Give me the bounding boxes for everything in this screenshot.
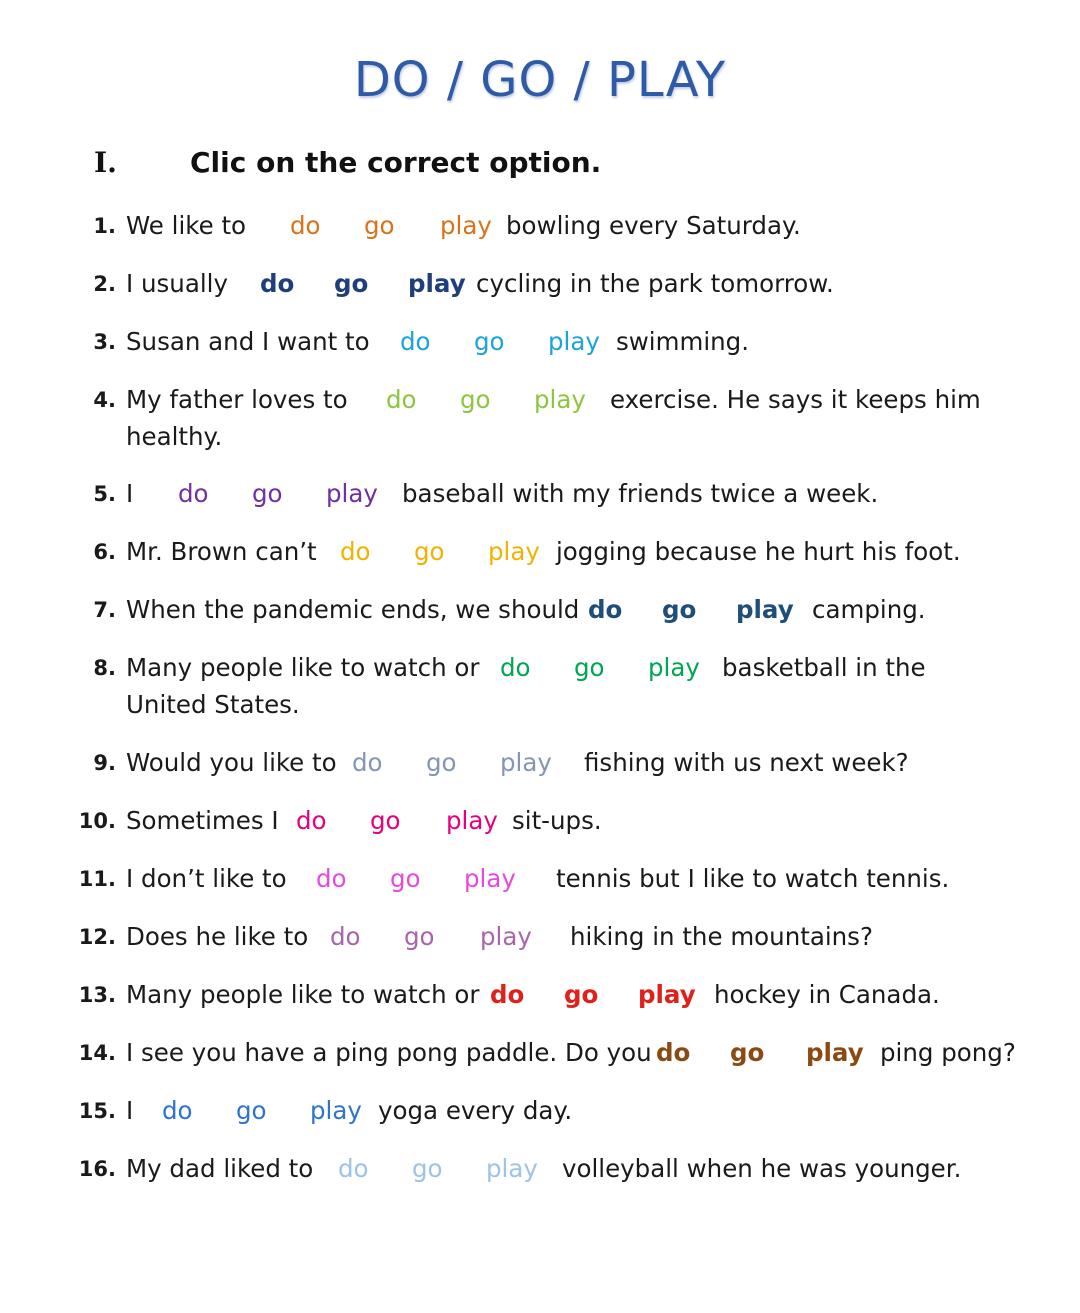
question-text-after: ping pong? [880, 1038, 1016, 1067]
question-text-before: Many people like to watch or [126, 653, 480, 682]
question-text-after: baseball with my friends twice a week. [402, 479, 879, 508]
question-number: 4. [93, 388, 116, 412]
option-go[interactable]: go [404, 922, 435, 951]
option-play[interactable]: play [648, 653, 700, 682]
question-text-after: basketball in the [722, 653, 926, 682]
question-number: 15. [78, 1099, 116, 1123]
instruction-text: Clic on the correct option. [190, 146, 602, 179]
option-play[interactable]: play [310, 1096, 362, 1125]
question-text-after: swimming. [616, 327, 750, 356]
option-play[interactable]: play [736, 595, 794, 624]
question-text-after: bowling every Saturday. [506, 211, 801, 240]
option-play[interactable]: play [440, 211, 492, 240]
option-go[interactable]: go [574, 653, 605, 682]
option-do[interactable]: do [656, 1038, 691, 1067]
option-play[interactable]: play [548, 327, 600, 356]
question-text-after: jogging because he hurt his foot. [556, 537, 961, 566]
question-text-after: sit-ups. [512, 806, 602, 835]
option-do[interactable]: do [588, 595, 623, 624]
question-text-before: I [126, 479, 134, 508]
option-do[interactable]: do [290, 211, 321, 240]
option-do[interactable]: do [178, 479, 209, 508]
option-go[interactable]: go [414, 537, 445, 566]
option-do[interactable]: do [338, 1154, 369, 1183]
option-play[interactable]: play [500, 748, 552, 777]
option-play[interactable]: play [464, 864, 516, 893]
option-play[interactable]: play [488, 537, 540, 566]
option-play[interactable]: play [326, 479, 378, 508]
question-number: 7. [93, 598, 116, 622]
option-play[interactable]: play [486, 1154, 538, 1183]
question-text-after: hockey in Canada. [714, 980, 940, 1009]
question-text-before: I usually [126, 269, 228, 298]
option-do[interactable]: do [500, 653, 531, 682]
question-number: 9. [93, 751, 116, 775]
question-text-before: Susan and I want to [126, 327, 370, 356]
question-number: 5. [93, 482, 116, 506]
question-text-after: fishing with us next week? [584, 748, 909, 777]
question-number: 11. [78, 867, 116, 891]
option-go[interactable]: go [390, 864, 421, 893]
question-text-before: Would you like to [126, 748, 337, 777]
question-text-before: We like to [126, 211, 247, 240]
question-number: 8. [93, 656, 116, 680]
instruction [94, 146, 601, 179]
option-play[interactable]: play [480, 922, 532, 951]
question-text-continuation: healthy. [126, 422, 223, 451]
option-go[interactable]: go [426, 748, 457, 777]
question-number: 6. [93, 540, 116, 564]
option-go[interactable]: go [236, 1096, 267, 1125]
question-number: 16. [78, 1157, 116, 1181]
question-number: 2. [93, 272, 116, 296]
question-text-after: hiking in the mountains? [570, 922, 873, 951]
option-go[interactable]: go [370, 806, 401, 835]
question-text-after: tennis but I like to watch tennis. [556, 864, 950, 893]
option-go[interactable]: go [334, 269, 369, 298]
question-text-before: Sometimes I [126, 806, 279, 835]
option-do[interactable]: do [162, 1096, 193, 1125]
option-do[interactable]: do [260, 269, 295, 298]
question-text-before: I [126, 1096, 134, 1125]
question-text-continuation: United States. [126, 690, 300, 719]
option-go[interactable]: go [730, 1038, 765, 1067]
option-play[interactable]: play [806, 1038, 864, 1067]
question-text-before: Mr. Brown can’t [126, 537, 317, 566]
option-go[interactable]: go [474, 327, 505, 356]
option-go[interactable]: go [662, 595, 697, 624]
question-number: 10. [78, 809, 116, 833]
option-go[interactable]: go [412, 1154, 443, 1183]
option-do[interactable]: do [330, 922, 361, 951]
option-do[interactable]: do [386, 385, 417, 414]
option-play[interactable]: play [446, 806, 498, 835]
question-text-before: My father loves to [126, 385, 348, 414]
question-number: 13. [78, 983, 116, 1007]
question-text-before: My dad liked to [126, 1154, 314, 1183]
option-do[interactable]: do [352, 748, 383, 777]
question-text-before: Does he like to [126, 922, 309, 951]
question-text-after: cycling in the park tomorrow. [476, 269, 834, 298]
option-play[interactable]: play [408, 269, 466, 298]
option-play[interactable]: play [638, 980, 696, 1009]
option-do[interactable]: do [316, 864, 347, 893]
option-go[interactable]: go [460, 385, 491, 414]
option-do[interactable]: do [296, 806, 327, 835]
question-text-after: volleyball when he was younger. [562, 1154, 962, 1183]
question-text-after: camping. [812, 595, 926, 624]
question-number: 1. [93, 214, 116, 238]
question-number: 12. [78, 925, 116, 949]
option-go[interactable]: go [252, 479, 283, 508]
question-number: 14. [78, 1041, 116, 1065]
option-go[interactable]: go [564, 980, 599, 1009]
question-text-after: exercise. He says it keeps him [610, 385, 981, 414]
page-title: DO / GO / PLAY [353, 52, 727, 108]
question-text-before: I don’t like to [126, 864, 287, 893]
option-play[interactable]: play [534, 385, 586, 414]
option-do[interactable]: do [400, 327, 431, 356]
instruction-numeral: I. [94, 146, 117, 179]
option-go[interactable]: go [364, 211, 395, 240]
question-text-before: Many people like to watch or [126, 980, 480, 1009]
question-number: 3. [93, 330, 116, 354]
option-do[interactable]: do [340, 537, 371, 566]
option-do[interactable]: do [490, 980, 525, 1009]
question-text-after: yoga every day. [378, 1096, 573, 1125]
question-text-before: I see you have a ping pong paddle. Do you [126, 1038, 652, 1067]
question-text-before: When the pandemic ends, we should [126, 595, 580, 624]
